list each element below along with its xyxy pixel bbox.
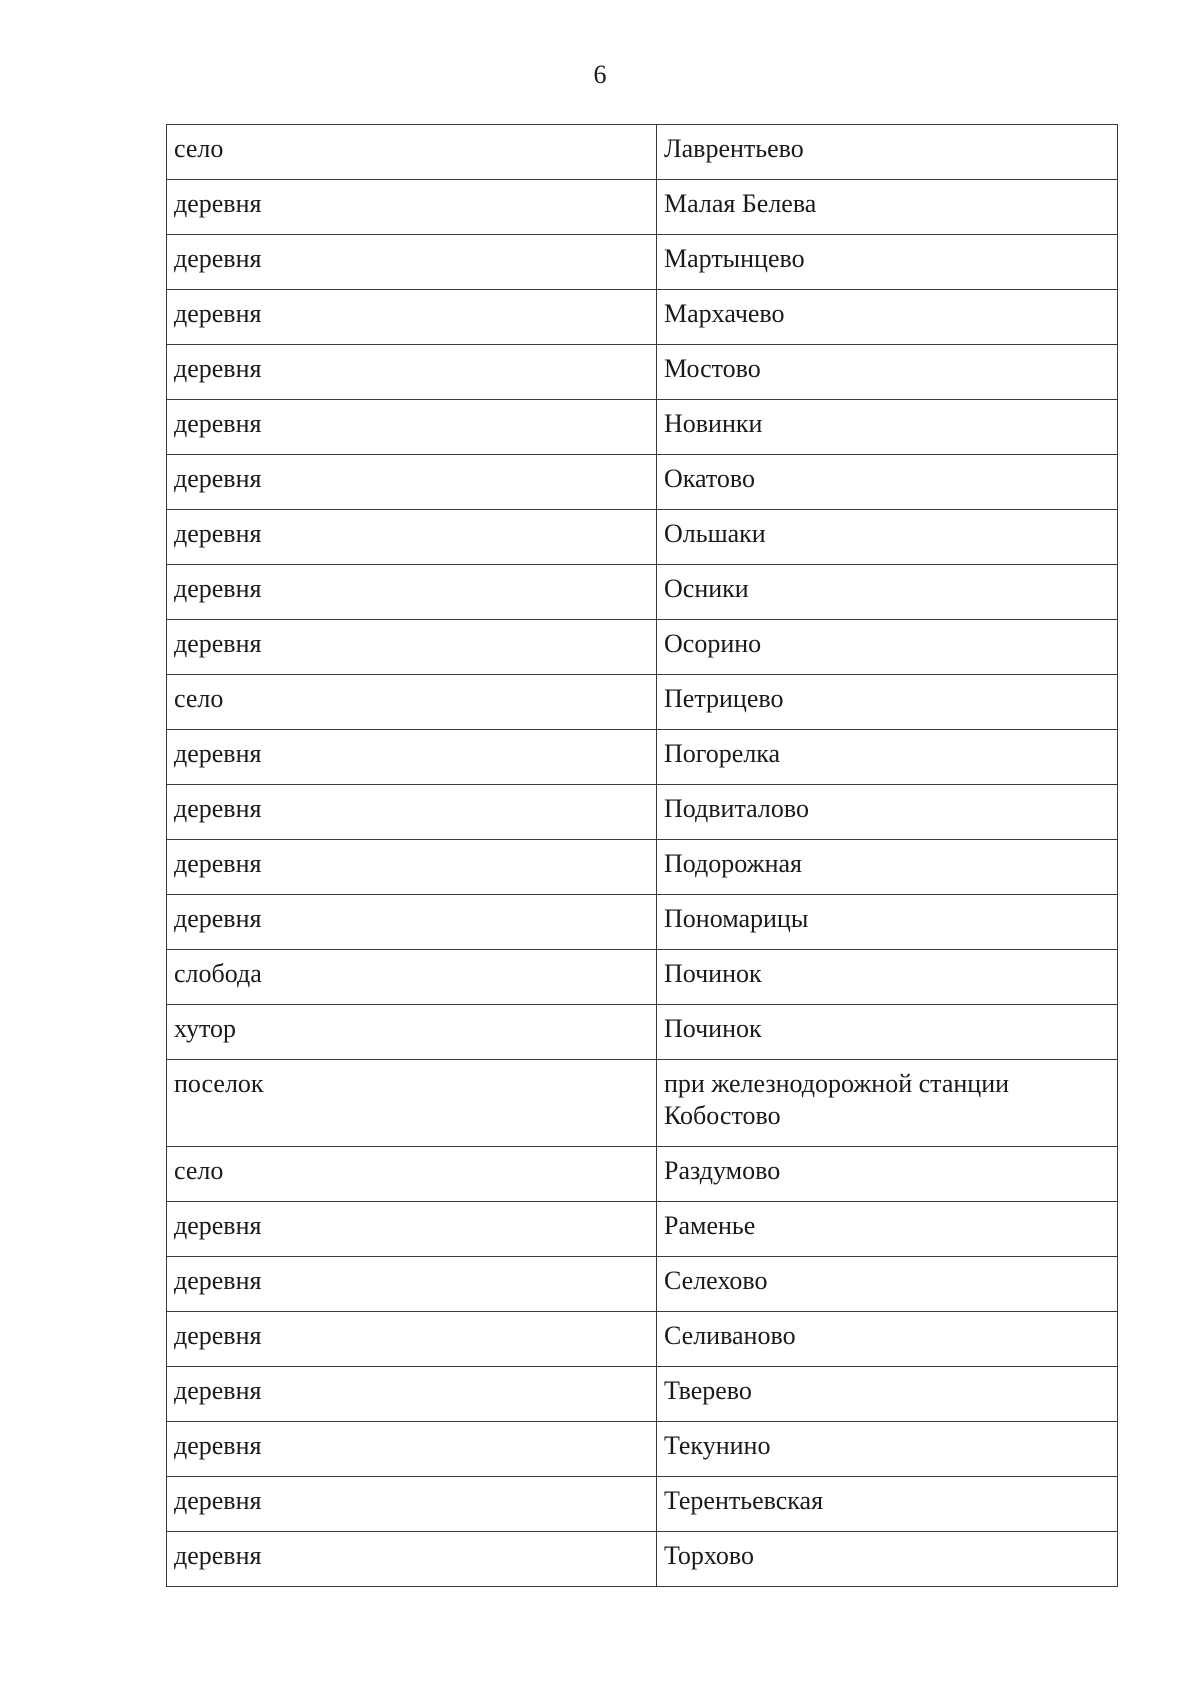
table-row: [167, 1312, 1118, 1367]
settlement-name-cell: Пономарицы: [657, 895, 1118, 950]
table-row: [167, 1005, 1118, 1060]
table-row: [167, 895, 1118, 950]
settlement-name-cell: Осники: [657, 565, 1118, 620]
settlement-name-cell: Ольшаки: [657, 510, 1118, 565]
page-number: 6: [593, 60, 607, 89]
table-row: [167, 400, 1118, 455]
table-row: [167, 510, 1118, 565]
table-row: [167, 840, 1118, 895]
table-row: [167, 1367, 1118, 1422]
table-row: [167, 1477, 1118, 1532]
table-row: [167, 785, 1118, 840]
table-row: [167, 1060, 1118, 1147]
table-row: [167, 455, 1118, 510]
table-row: [167, 180, 1118, 235]
settlement-name-cell: при железнодорожной станции Кобостово: [657, 1060, 1118, 1147]
settlement-type-cell: село: [167, 125, 657, 180]
settlement-name-cell: Новинки: [657, 400, 1118, 455]
settlement-name-cell: Осорино: [657, 620, 1118, 675]
table-row: [167, 950, 1118, 1005]
settlement-type-cell: деревня: [167, 345, 657, 400]
settlement-type-cell: деревня: [167, 1312, 657, 1367]
settlement-name-cell: Мартынцево: [657, 235, 1118, 290]
settlement-type-cell: деревня: [167, 180, 657, 235]
table-row: [167, 125, 1118, 180]
settlement-name-cell: Мостово: [657, 345, 1118, 400]
settlement-name-cell: Подорожная: [657, 840, 1118, 895]
table-row: [167, 1202, 1118, 1257]
settlement-name-cell: Раменье: [657, 1202, 1118, 1257]
settlement-name-cell: Торхово: [657, 1532, 1118, 1587]
settlement-type-cell: деревня: [167, 1367, 657, 1422]
settlement-name-cell: Погорелка: [657, 730, 1118, 785]
settlement-type-cell: хутор: [167, 1005, 657, 1060]
settlement-type-cell: деревня: [167, 455, 657, 510]
settlement-type-cell: деревня: [167, 290, 657, 345]
settlement-type-cell: деревня: [167, 400, 657, 455]
settlement-type-cell: деревня: [167, 1422, 657, 1477]
settlement-name-cell: Малая Белева: [657, 180, 1118, 235]
settlements-table: [166, 124, 1118, 1587]
settlement-name-cell: Лаврентьево: [657, 125, 1118, 180]
settlement-name-cell: Окатово: [657, 455, 1118, 510]
settlement-type-cell: деревня: [167, 730, 657, 785]
settlement-type-cell: деревня: [167, 1202, 657, 1257]
table-row: [167, 1532, 1118, 1587]
table-row: [167, 1422, 1118, 1477]
table-row: [167, 565, 1118, 620]
settlement-type-cell: деревня: [167, 1532, 657, 1587]
settlement-type-cell: деревня: [167, 510, 657, 565]
settlement-name-cell: Мархачево: [657, 290, 1118, 345]
table-row: [167, 730, 1118, 785]
settlement-type-cell: деревня: [167, 895, 657, 950]
settlement-name-cell: Тверево: [657, 1367, 1118, 1422]
settlement-name-cell: Терентьевская: [657, 1477, 1118, 1532]
settlement-type-cell: деревня: [167, 565, 657, 620]
table-row: [167, 675, 1118, 730]
settlement-type-cell: деревня: [167, 785, 657, 840]
settlement-type-cell: поселок: [167, 1060, 657, 1147]
table-row: [167, 345, 1118, 400]
settlement-type-cell: слобода: [167, 950, 657, 1005]
settlement-type-cell: деревня: [167, 840, 657, 895]
settlement-name-cell: Починок: [657, 1005, 1118, 1060]
table-row: [167, 290, 1118, 345]
table-row: [167, 1147, 1118, 1202]
settlement-type-cell: деревня: [167, 620, 657, 675]
settlement-name-cell: Селехово: [657, 1257, 1118, 1312]
settlement-name-cell: Петрицево: [657, 675, 1118, 730]
table-row: [167, 235, 1118, 290]
settlement-type-cell: село: [167, 1147, 657, 1202]
table-row: [167, 620, 1118, 675]
settlement-name-cell: Починок: [657, 950, 1118, 1005]
table-row: [167, 1257, 1118, 1312]
settlement-name-cell: Раздумово: [657, 1147, 1118, 1202]
settlement-type-cell: село: [167, 675, 657, 730]
settlement-type-cell: деревня: [167, 1477, 657, 1532]
settlements-table-body: [167, 125, 1118, 1587]
settlement-name-cell: Подвиталово: [657, 785, 1118, 840]
settlement-name-cell: Селиваново: [657, 1312, 1118, 1367]
settlement-name-cell: Текунино: [657, 1422, 1118, 1477]
settlement-type-cell: деревня: [167, 1257, 657, 1312]
settlement-type-cell: деревня: [167, 235, 657, 290]
